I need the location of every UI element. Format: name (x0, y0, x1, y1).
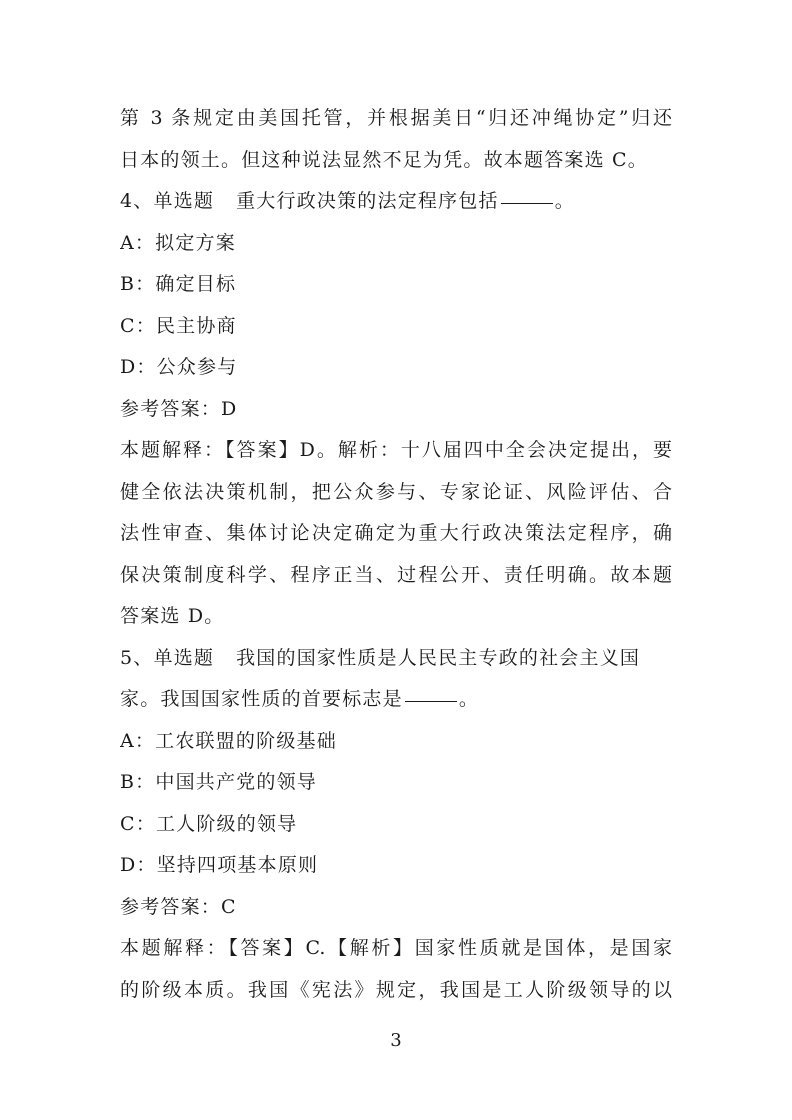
question-type: 单选题 (153, 190, 215, 212)
reference-answer: 参考答案：D (120, 397, 238, 420)
explanation-line: 健全依法决策机制，把公众参与、专家论证、风险评估、合 (120, 480, 672, 503)
question-text: 我国的国家性质是人民民主专政的社会主义国 (236, 646, 641, 669)
question-number: 5、 (120, 646, 154, 669)
option-d: D：坚持四项基本原则 (120, 854, 319, 876)
question-number: 4、 (120, 190, 154, 212)
explanation-line: 本题解释：【答案】C.【解析】国家性质就是国体，是国家 (120, 937, 672, 959)
explanation-line: 本题解释：【答案】D。解析：十八届四中全会决定提出，要 (120, 439, 672, 461)
explanation-line: 保决策制度科学、程序正当、过程公开、责任明确。故本题 (120, 563, 672, 586)
option-b: B：中国共产党的领导 (120, 771, 317, 793)
explanation-line: 答案选 D。 (120, 605, 225, 627)
text-line: 日本的领土。但这种说法显然不足为凭。故本题答案选 C。 (120, 148, 648, 171)
page-number: 3 (390, 1030, 402, 1051)
text-line: 第 3 条规定由美国托管，并根据美日“归还冲绳协定”归还 (120, 107, 672, 129)
option-a: A：拟定方案 (120, 231, 236, 254)
explanation-line: 法性审查、集体讨论决定确定为重大行政决策法定程序，确 (120, 522, 672, 544)
question-5-stem (120, 638, 672, 680)
answer-blank (405, 700, 457, 702)
answer-blank (501, 202, 553, 204)
option-c: C：工人阶级的领导 (120, 812, 298, 835)
question-type: 单选题 (153, 646, 215, 669)
reference-answer: 参考答案：C (120, 895, 237, 918)
question-text: 重大行政决策的法定程序包括 (236, 190, 499, 212)
option-b: B：确定目标 (120, 273, 237, 295)
question-4-stem: 4、单选题 重大行政决策的法定程序包括 。 (120, 190, 575, 212)
explanation-line: 的阶级本质。我国《宪法》规定，我国是工人阶级领导的以 (120, 978, 672, 1001)
option-c: C：民主协商 (120, 314, 237, 337)
question-5-stem-cont: 家。我国国家性质的首要标志是 。 (120, 688, 480, 710)
document-body (120, 98, 672, 1011)
option-d: D：公众参与 (120, 356, 238, 378)
question-text: 家。我国国家性质的首要标志是 (120, 688, 403, 710)
option-a: A：工农联盟的阶级基础 (120, 729, 337, 752)
